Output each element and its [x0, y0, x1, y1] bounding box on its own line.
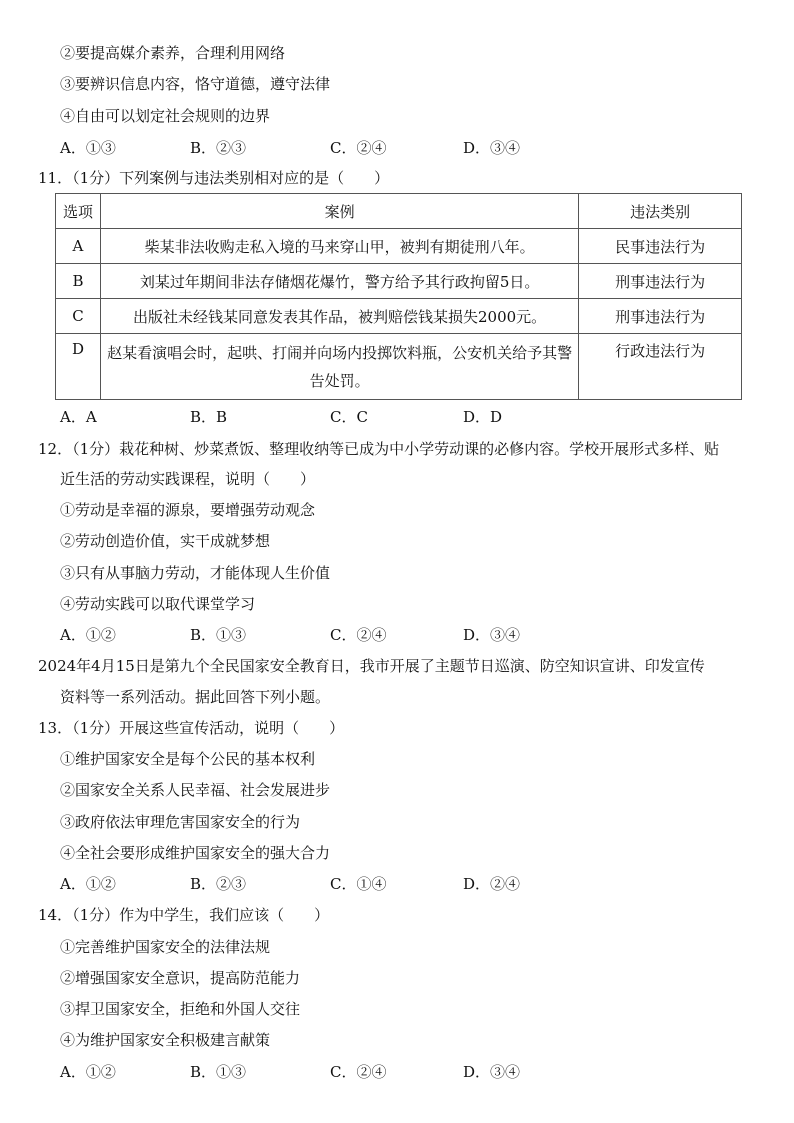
row-case: 刘某过年期间非法存储烟花爆竹，警方给予其行政拘留5日。 — [100, 264, 578, 299]
q13-choice-c[interactable]: C．①④ — [330, 875, 387, 893]
q10-choices — [60, 138, 760, 158]
q11-stem: 11．（1分）下列案例与违法类别相对应的是（ ） — [38, 169, 390, 187]
q13-choice-a[interactable]: A．①② — [60, 875, 116, 893]
header-category: 违法类别 — [579, 194, 742, 229]
intro-line-2: 资料等一系列活动。据此回答下列小题。 — [60, 688, 331, 706]
q13-item-3: ③政府依法审理危害国家安全的行为 — [60, 813, 301, 831]
row-case: 赵某看演唱会时，起哄、打闹并向场内投掷饮料瓶，公安机关给予其警告处罚。 — [100, 334, 578, 400]
q14-item-2: ②增强国家安全意识，提高防范能力 — [60, 969, 301, 987]
table-row — [56, 299, 742, 334]
q14-item-4: ④为维护国家安全积极建言献策 — [60, 1031, 271, 1049]
q10-item-2: ②要提高媒介素养，合理利用网络 — [60, 44, 286, 62]
header-case: 案例 — [100, 194, 578, 229]
q13-item-1: ①维护国家安全是每个公民的基本权利 — [60, 750, 316, 768]
q12-item-4: ④劳动实践可以取代课堂学习 — [60, 595, 256, 613]
table-row — [56, 334, 742, 400]
table-header-row — [56, 194, 742, 229]
row-category: 行政违法行为 — [579, 334, 742, 400]
header-option: 选项 — [56, 194, 101, 229]
q10-choice-c[interactable]: C．②④ — [330, 139, 387, 157]
row-option: D — [56, 334, 101, 400]
q10-choice-a[interactable]: A．①③ — [60, 139, 116, 157]
q14-item-1: ①完善维护国家安全的法律法规 — [60, 938, 271, 956]
q11-choice-d[interactable]: D．D — [463, 408, 503, 426]
q10-item-3: ③要辨识信息内容，恪守道德，遵守法律 — [60, 75, 331, 93]
q13-choice-d[interactable]: D．②④ — [463, 875, 521, 893]
q13-choice-b[interactable]: B．②③ — [190, 875, 247, 893]
q11-table — [55, 193, 742, 400]
row-category: 刑事违法行为 — [579, 299, 742, 334]
row-case: 出版社未经钱某同意发表其作品，被判赔偿钱某损失2000元。 — [100, 299, 578, 334]
q14-stem: 14．（1分）作为中学生，我们应该（ ） — [38, 906, 330, 924]
row-option: B — [56, 264, 101, 299]
table-row — [56, 264, 742, 299]
q14-choice-c[interactable]: C．②④ — [330, 1063, 387, 1081]
q14-item-3: ③捍卫国家安全，拒绝和外国人交往 — [60, 1000, 301, 1018]
q14-choice-b[interactable]: B．①③ — [190, 1063, 247, 1081]
q13-item-2: ②国家安全关系人民幸福、社会发展进步 — [60, 781, 331, 799]
q14-choice-d[interactable]: D．③④ — [463, 1063, 521, 1081]
q11-choice-b[interactable]: B．B — [190, 408, 228, 426]
q12-item-2: ②劳动创造价值，实干成就梦想 — [60, 532, 271, 550]
q11-choice-c[interactable]: C．C — [330, 408, 368, 426]
q11-choice-a[interactable]: A．A — [60, 408, 97, 426]
q12-stem-line-1: 12．（1分）栽花种树、炒菜煮饭、整理收纳等已成为中小学劳动课的必修内容。学校开展形式多样、贴 — [38, 440, 720, 458]
q12-choice-a[interactable]: A．①② — [60, 626, 116, 644]
table-row — [56, 229, 742, 264]
row-option: A — [56, 229, 101, 264]
q14-choices — [60, 1062, 760, 1082]
row-category: 刑事违法行为 — [579, 264, 742, 299]
row-option: C — [56, 299, 101, 334]
q12-choice-c[interactable]: C．②④ — [330, 626, 387, 644]
q10-choice-b[interactable]: B．②③ — [190, 139, 247, 157]
q12-item-1: ①劳动是幸福的源泉，要增强劳动观念 — [60, 501, 316, 519]
q10-choice-d[interactable]: D．③④ — [463, 139, 521, 157]
intro-line-1: 2024年4月15日是第九个全民国家安全教育日，我市开展了主题节日巡演、防空知识宣讲、印发宣传 — [38, 657, 705, 675]
q13-stem: 13．（1分）开展这些宣传活动，说明（ ） — [38, 719, 345, 737]
q12-choices — [60, 625, 760, 645]
q11-choices — [60, 407, 760, 427]
q12-stem-line-2: 近生活的劳动实践课程，说明（ ） — [60, 470, 316, 488]
q14-choice-a[interactable]: A．①② — [60, 1063, 116, 1081]
q10-item-4: ④自由可以划定社会规则的边界 — [60, 107, 271, 125]
q13-choices — [60, 874, 760, 894]
q13-item-4: ④全社会要形成维护国家安全的强大合力 — [60, 844, 331, 862]
row-category: 民事违法行为 — [579, 229, 742, 264]
row-case: 柴某非法收购走私入境的马来穿山甲，被判有期徒刑八年。 — [100, 229, 578, 264]
q12-choice-d[interactable]: D．③④ — [463, 626, 521, 644]
q12-choice-b[interactable]: B．①③ — [190, 626, 247, 644]
q12-item-3: ③只有从事脑力劳动，才能体现人生价值 — [60, 564, 331, 582]
